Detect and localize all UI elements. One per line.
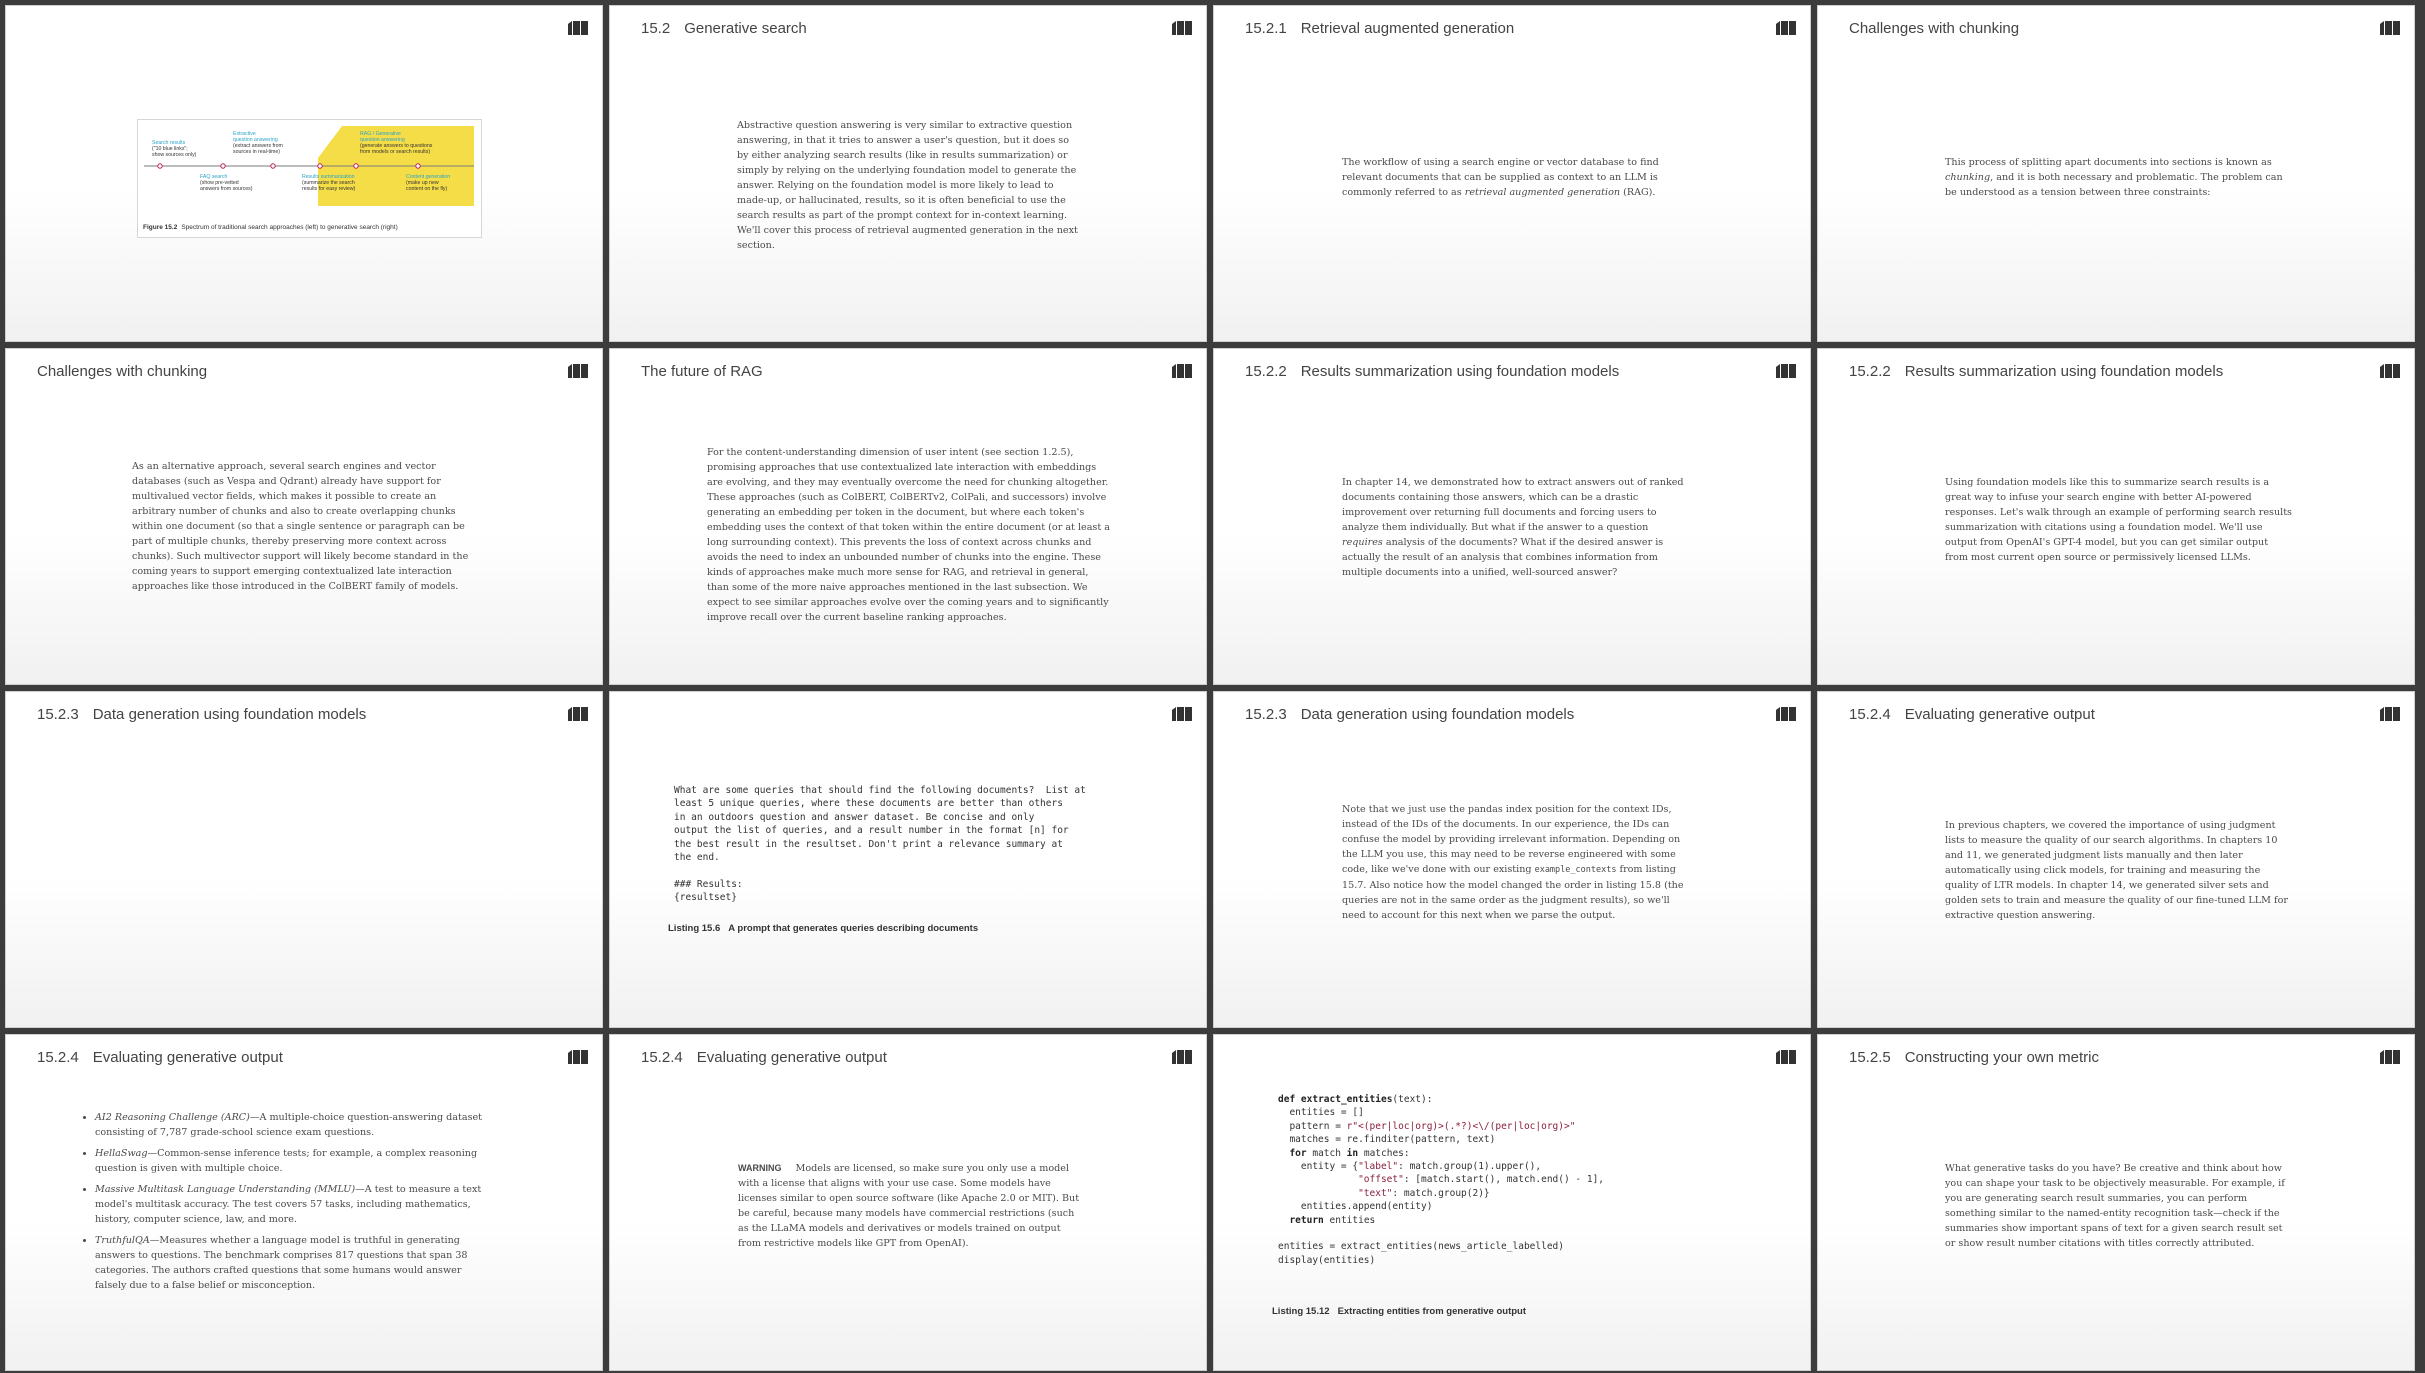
body-text: This process of splitting apart documents into sections is known as chunking, and it is both necessary and problematic. The problem can be understood as a tension between three constraints: — [1945, 157, 2283, 198]
slide-13[interactable] — [5, 1034, 603, 1371]
body-text: The workflow of using a search engine or vector database to find relevant documents that can be supplied as context to an LLM is commonly referred to as retrieval augmented generation (RAG). — [1342, 157, 1659, 198]
body-text: As an alternative approach, several search engines and vector databases (such as Vespa and Qdrant) already have support for multivalued vector fields, which makes it possible to create an arbitrary number of chunks and also to create overlapping chunks within one document (so that a single sentence or paragraph can be part of multiple chunks, thereby preserving more context across chunks). Such multivector support will likely become standard in the coming years to support emerging contextualized late interaction approaches like those introduced in the ColBERT family of models. — [132, 461, 469, 592]
slide-title: 15.2.3 Data generation using foundation models — [37, 706, 367, 723]
label-search-results: Search results — [152, 140, 186, 146]
slide-title: 15.2.2 Results summarization using foundation models — [1849, 363, 2224, 380]
slide-6[interactable] — [609, 348, 1207, 685]
label-faq-search: FAQ search — [200, 174, 228, 180]
listing-caption: Listing 15.6 A prompt that generates queries describing documents — [668, 923, 979, 934]
book-logo-icon — [2378, 363, 2402, 379]
svg-text:(show pre-vetted: (show pre-vetted — [200, 180, 239, 186]
slide-title: 15.2.3 Data generation using foundation models — [1245, 706, 1575, 723]
svg-text:("10 blue links";: ("10 blue links"; — [152, 146, 188, 152]
book-logo-icon — [1774, 363, 1798, 379]
book-logo-icon — [1170, 706, 1194, 722]
list-item: • AI2 Reasoning Challenge (ARC)—A multiple-choice question-answering dataset consisting of 7,787 grade-school science exam questions. — [95, 1110, 493, 1140]
book-logo-icon — [566, 1049, 590, 1065]
slide-12[interactable] — [1817, 691, 2415, 1028]
search-spectrum-figure — [137, 119, 482, 238]
slide-8[interactable] — [1817, 348, 2415, 685]
prompt-code-block: What are some queries that should find the following documents? List at least 5 unique queries, where these documents are better than others in an outdoors question and answer dataset. Be concise and only output the list of queries, and a result number in the format [n] for the best result in the resultset. Don't print a relevance summary at the end. ### Results: {resultset} — [674, 785, 1086, 904]
spectrum-diagram — [138, 120, 481, 220]
slide-10[interactable] — [609, 691, 1207, 1028]
book-logo-icon — [1170, 1049, 1194, 1065]
svg-text:sources in real-time): sources in real-time) — [233, 149, 280, 155]
slide-title: 15.2.5 Constructing your own metric — [1849, 1049, 2099, 1066]
slide-title: 15.2.4 Evaluating generative output — [37, 1049, 283, 1066]
slide-title: The future of RAG — [641, 363, 763, 380]
book-logo-icon — [2378, 1049, 2402, 1065]
svg-text:question answering: question answering — [360, 137, 405, 143]
slide-title: Challenges with chunking — [37, 363, 208, 380]
svg-text:(generate answers to questions: (generate answers to questions — [360, 143, 433, 149]
svg-text:(extract answers from: (extract answers from — [233, 143, 283, 149]
slide-title: 15.2 Generative search — [641, 20, 807, 37]
slide-5[interactable] — [5, 348, 603, 685]
slide-title: 15.2.4 Evaluating generative output — [1849, 706, 2095, 723]
benchmark-list — [83, 1110, 493, 1299]
svg-text:from models or search results): from models or search results) — [360, 149, 431, 155]
slide-14[interactable] — [609, 1034, 1207, 1371]
svg-text:(make up new: (make up new — [406, 180, 439, 186]
svg-text:show sources only): show sources only) — [152, 152, 197, 158]
body-text: What generative tasks do you have? Be creative and think about how you can shape your task to be objectively measurable. For example, if you are generating search result summaries, you can perform something similar to the named-entity recognition task—check if the summaries show important spans of text for a given search result set or show result number citations with titles correctly attributed. — [1945, 1163, 2285, 1249]
book-logo-icon — [1774, 1049, 1798, 1065]
slide-9[interactable] — [5, 691, 603, 1028]
label-extractive-qa: Extractive — [233, 131, 256, 137]
listing-caption: Listing 15.12 Extracting entities from generative output — [1272, 1306, 1527, 1317]
slide-15[interactable] — [1213, 1034, 1811, 1371]
label-generative-qa: RAG / Generative — [360, 131, 401, 137]
svg-text:results for easy review): results for easy review) — [302, 186, 356, 192]
slide-7[interactable] — [1213, 348, 1811, 685]
list-item: • HellaSwag—Common-sense inference tests; for example, a complex reasoning question is given with multiple choice. — [95, 1146, 493, 1176]
body-text: Note that we just use the pandas index position for the context IDs, instead of the IDs of the documents. In our experience, the IDs can confuse the model by providing irrelevant information. Depending on the LLM you use, this may need to be reverse engineered with some code, like we've done with our existing example_contexts from listing 15.7. Also notice how the model changed the order in listing 15.8 (the queries are not in the same order as the judgment results), so we'll need to account for this next when we parse the output. — [1342, 804, 1684, 921]
book-logo-icon — [1774, 20, 1798, 36]
svg-text:content on the fly): content on the fly) — [406, 186, 448, 192]
slide-title: 15.2.4 Evaluating generative output — [641, 1049, 887, 1066]
warning-note: WARNING Models are licensed, so make sure you only use a model with a license that aligns with your use case. Some models have licenses similar to open source software (like Apache 2.0 or MIT). But be careful, because many models have commercial restrictions (such as the LLaMA models and derivatives or models trained on output from restrictive models like GPT from OpenAI). — [738, 1163, 1080, 1249]
slide-title: 15.2.1 Retrieval augmented generation — [1245, 20, 1515, 37]
body-text: Using foundation models like this to summarize search results is a great way to infuse your search engine with better AI-powered responses. Let's walk through an example of performing search results summarization with citations using a foundation model. We'll use output from OpenAI's GPT-4 model, but you can get similar output from most current open source or permissively licensed LLMs. — [1945, 477, 2292, 563]
extract-entities-code-block: def extract_entities(text): entities = [] pattern = r"<(per|loc|org)>(.*?)<\/(per|loc|org)>" matches = re.finditer(pattern, text) for match in matches: entity = {"label": match.group(1).upper(), "offset": [match.start(), match.end() - 1], "text": match.group(2)} entities.append(entity) return entities entities = extract_entities(news_article_labelled) display(entities) — [1278, 1094, 1605, 1266]
svg-text:(summarize the search: (summarize the search — [302, 180, 355, 186]
slide-title: 15.2.2 Results summarization using foundation models — [1245, 363, 1620, 380]
label-content-generation: Content generation — [406, 174, 451, 180]
svg-text:question answering: question answering — [233, 137, 278, 143]
warning-label: WARNING — [738, 1163, 782, 1173]
body-text: Abstractive question answering is very similar to extractive question answering, in that it tries to answer a user's question, but it does so by either analyzing search results (like in results summarization) or simply by relying on the underlying foundation model to generate the answer. Relying on the foundation model is more likely to lead to made-up, or hallucinated, results, so it is often beneficial to use the search results as part of the prompt context for in-context learning. We'll cover this process of retrieval augmented generation in the next section. — [737, 120, 1078, 251]
slide-1[interactable] — [5, 5, 603, 342]
list-item: • Massive Multitask Language Understanding (MMLU)—A test to measure a text model's multitask accuracy. The test covers 57 tasks, including mathematics, history, computer science, law, and more. — [95, 1182, 493, 1227]
book-logo-icon — [2378, 20, 2402, 36]
slide-16[interactable] — [1817, 1034, 2415, 1371]
book-logo-icon — [566, 20, 590, 36]
book-logo-icon — [566, 706, 590, 722]
body-text: In previous chapters, we covered the importance of using judgment lists to measure the quality of our search algorithms. In chapters 10 and 11, we generated judgment lists manually and then later automatically using click models, for training and measuring the quality of LTR models. In chapter 14, we generated silver sets and golden sets to train and measure the quality of our fine-tuned LLM for extractive question answering. — [1945, 820, 2288, 921]
book-logo-icon — [1774, 706, 1798, 722]
svg-text:answers from sources): answers from sources) — [200, 186, 253, 192]
slide-11[interactable] — [1213, 691, 1811, 1028]
book-logo-icon — [1170, 363, 1194, 379]
label-results-summarization: Results summarization — [302, 174, 355, 180]
book-logo-icon — [566, 363, 590, 379]
body-text: In chapter 14, we demonstrated how to extract answers out of ranked documents containing those answers, which can be a drastic improvement over returning full documents and forcing users to analyze them individually. But what if the answer to a question requires analysis of the documents? What if the desired answer is actually the result of an analysis that combines information from multiple documents into a unified, well-sourced answer? — [1342, 477, 1684, 578]
figure-caption: Figure 15.2 Spectrum of traditional search approaches (left) to generative search (right) — [143, 224, 398, 231]
slide-2[interactable] — [609, 5, 1207, 342]
book-logo-icon — [1170, 20, 1194, 36]
book-logo-icon — [2378, 706, 2402, 722]
slide-title: Challenges with chunking — [1849, 20, 2020, 37]
slide-4[interactable] — [1817, 5, 2415, 342]
slide-3[interactable] — [1213, 5, 1811, 342]
body-text: For the content-understanding dimension of user intent (see section 1.2.5), promising approaches that use contextualized late interaction with embeddings are evolving, and they may eventually overcome the need for chunking altogether. These approaches (such as ColBERT, ColBERTv2, ColPali, and successors) involve generating an embedding per token in the document, but where each token's embedding uses the context of that token within the entire document (or at least a long surrounding context). This prevents the loss of context across chunks and avoids the need to index an unbounded number of chunks into the engine. These kinds of approaches make much more sense for RAG, and retrieval in general, than some of the more naive approaches mentioned in the last subsection. We expect to see similar approaches evolve over the coming years and to significantly improve recall over the current baseline ranking approaches. — [707, 447, 1110, 623]
list-item: • TruthfulQA—Measures whether a language model is truthful in generating answers to questions. The benchmark comprises 817 questions that span 38 categories. The authors crafted questions that some humans would answer falsely due to a false belief or misconception. — [95, 1233, 493, 1293]
